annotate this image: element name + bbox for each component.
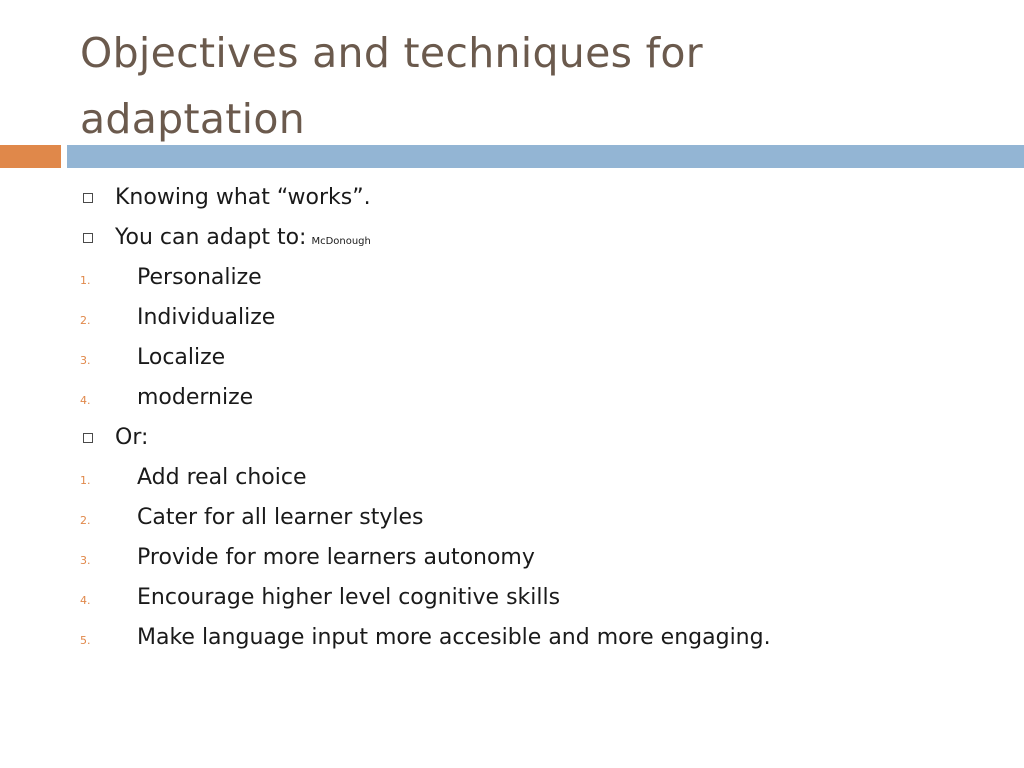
list-number: 2. xyxy=(80,314,91,327)
list-item-text: Knowing what “works”. xyxy=(115,185,371,210)
list-item-text: Cater for all learner styles xyxy=(137,505,424,530)
list-item xyxy=(80,618,1000,658)
accent-bar-blue xyxy=(67,145,1024,168)
list-number: 5. xyxy=(80,634,91,647)
list-item xyxy=(80,298,1000,338)
list-item xyxy=(80,418,1000,458)
list-item-text xyxy=(115,218,371,262)
list-item xyxy=(80,538,1000,578)
accent-bar-orange xyxy=(0,145,61,168)
square-bullet-icon xyxy=(83,433,93,443)
square-bullet-icon xyxy=(83,233,93,243)
list-item-text: Make language input more accesible and more engaging. xyxy=(137,625,771,650)
list-item-text: Personalize xyxy=(137,265,262,290)
list-number: 3. xyxy=(80,354,91,367)
list-number: 1. xyxy=(80,474,91,487)
list-number: 1. xyxy=(80,274,91,287)
list-item-label: You can adapt to: xyxy=(115,225,307,250)
slide-title-line-2: adaptation xyxy=(80,95,306,143)
list-item xyxy=(80,218,1000,258)
bullet-list xyxy=(80,178,1000,658)
list-item xyxy=(80,578,1000,618)
source-citation: McDonough xyxy=(311,236,371,247)
list-item-text: Encourage higher level cognitive skills xyxy=(137,585,561,610)
list-item-text: Localize xyxy=(137,345,226,370)
square-bullet-icon xyxy=(83,193,93,203)
list-number: 4. xyxy=(80,394,91,407)
list-item-text: Individualize xyxy=(137,305,276,330)
list-item-text: Provide for more learners autonomy xyxy=(137,545,535,570)
slide-title xyxy=(80,20,980,152)
list-item-text: Add real choice xyxy=(137,465,307,490)
list-item xyxy=(80,338,1000,378)
list-item xyxy=(80,178,1000,218)
list-number: 2. xyxy=(80,514,91,527)
list-item xyxy=(80,458,1000,498)
list-number: 4. xyxy=(80,594,91,607)
list-item xyxy=(80,258,1000,298)
slide-title-line-1: Objectives and techniques for xyxy=(80,29,703,77)
list-item-text: Or: xyxy=(115,425,149,450)
list-item xyxy=(80,378,1000,418)
list-item xyxy=(80,498,1000,538)
list-item-text: modernize xyxy=(137,385,254,410)
list-number: 3. xyxy=(80,554,91,567)
